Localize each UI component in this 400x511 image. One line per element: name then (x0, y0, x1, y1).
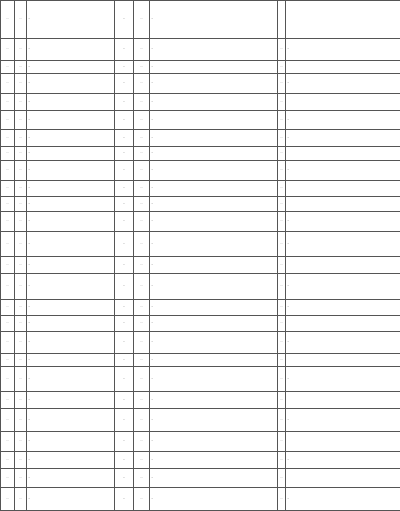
issue-description: ... (27, 300, 115, 316)
status-marker: ... (278, 181, 286, 197)
status-marker: ... (278, 274, 286, 300)
issue-description: ... (27, 354, 115, 367)
status-marker: ... (278, 469, 286, 488)
department: ... (115, 469, 134, 488)
category: ... (134, 232, 150, 257)
status-marker: ... (278, 432, 286, 452)
case-id: ... (15, 130, 27, 147)
case-id: ... (15, 257, 27, 274)
response-text: ... (150, 332, 278, 354)
case-id: ... (15, 111, 27, 130)
department: ... (115, 392, 134, 409)
response-text: ... (150, 469, 278, 488)
remarks (286, 147, 400, 161)
department: ... (115, 432, 134, 452)
issue-description: ... (27, 274, 115, 300)
case-id: ... (15, 197, 27, 212)
issue-description: ... (27, 332, 115, 354)
remarks (286, 469, 400, 488)
remarks: ... (286, 212, 400, 232)
remarks: ... (286, 232, 400, 257)
response-text: ... (150, 197, 278, 212)
remarks: ... (286, 488, 400, 511)
issue-description: ... (27, 61, 115, 74)
department: ... (115, 94, 134, 111)
category: ... (134, 354, 150, 367)
row-number: ... (1, 488, 15, 511)
remarks: ... (286, 161, 400, 181)
row-number: ... (1, 300, 15, 316)
remarks (286, 392, 400, 409)
department: ... (115, 61, 134, 74)
status-marker: ... (278, 147, 286, 161)
category: ... (134, 316, 150, 332)
table-row (1, 392, 400, 409)
category: ... (134, 94, 150, 111)
response-text: ... (150, 452, 278, 469)
case-id: ... (15, 354, 27, 367)
response-text: ... (150, 232, 278, 257)
table-row (1, 197, 400, 212)
status-marker: ... (278, 354, 286, 367)
category: ... (134, 488, 150, 511)
table-row (1, 367, 400, 392)
category: ... (134, 181, 150, 197)
row-number: ... (1, 212, 15, 232)
issue-description: ... (27, 212, 115, 232)
response-text: ... (150, 1, 278, 39)
row-number: ... (1, 452, 15, 469)
case-id: ... (15, 332, 27, 354)
department: ... (115, 212, 134, 232)
response-text: ... (150, 392, 278, 409)
category: ... (134, 392, 150, 409)
case-id: ... (15, 181, 27, 197)
row-number: ... (1, 354, 15, 367)
department: ... (115, 488, 134, 511)
case-id: ... (15, 409, 27, 432)
department: ... (115, 39, 134, 61)
case-id: ... (15, 74, 27, 94)
issue-description: ... (27, 316, 115, 332)
row-number: ... (1, 1, 15, 39)
category: ... (134, 61, 150, 74)
status-marker: ... (278, 392, 286, 409)
department: ... (115, 257, 134, 274)
status-marker: ... (278, 39, 286, 61)
department: ... (115, 181, 134, 197)
status-marker: ... (278, 367, 286, 392)
table-row (1, 130, 400, 147)
response-text: ... (150, 111, 278, 130)
category: ... (134, 74, 150, 94)
remarks: ... (286, 332, 400, 354)
response-text: ... (150, 367, 278, 392)
table-row (1, 1, 400, 39)
status-marker: ... (278, 130, 286, 147)
status-marker: ... (278, 161, 286, 181)
response-text: ... (150, 274, 278, 300)
status-marker: ... (278, 111, 286, 130)
remarks (286, 316, 400, 332)
remarks: ... (286, 111, 400, 130)
table-row (1, 452, 400, 469)
response-text: ... (150, 488, 278, 511)
department: ... (115, 197, 134, 212)
status-marker: ... (278, 74, 286, 94)
status-marker: ... (278, 316, 286, 332)
remarks (286, 354, 400, 367)
case-id: ... (15, 452, 27, 469)
department: ... (115, 161, 134, 181)
remarks: ... (286, 452, 400, 469)
category: ... (134, 409, 150, 432)
issue-description: ... (27, 111, 115, 130)
case-id: ... (15, 488, 27, 511)
table-row (1, 409, 400, 432)
response-text: ... (150, 181, 278, 197)
case-id: ... (15, 316, 27, 332)
case-id: ... (15, 432, 27, 452)
category: ... (134, 452, 150, 469)
category: ... (134, 39, 150, 61)
issue-description: ... (27, 432, 115, 452)
department: ... (115, 300, 134, 316)
category: ... (134, 161, 150, 181)
status-marker (278, 1, 286, 39)
response-text: ... (150, 39, 278, 61)
issue-description: ... (27, 94, 115, 111)
department: ... (115, 147, 134, 161)
department: ... (115, 367, 134, 392)
issue-description: ... (27, 409, 115, 432)
remarks: ... (286, 367, 400, 392)
remarks: ... (286, 409, 400, 432)
status-marker: ... (278, 409, 286, 432)
status-marker: ... (278, 94, 286, 111)
row-number: ... (1, 161, 15, 181)
case-id: ... (15, 61, 27, 74)
category: ... (134, 469, 150, 488)
table-row (1, 432, 400, 452)
remarks (286, 94, 400, 111)
status-marker: ... (278, 488, 286, 511)
category: ... (134, 274, 150, 300)
case-id: ... (15, 274, 27, 300)
remarks (286, 432, 400, 452)
row-number: ... (1, 74, 15, 94)
status-marker: ... (278, 197, 286, 212)
table-row (1, 94, 400, 111)
department: ... (115, 274, 134, 300)
category: ... (134, 432, 150, 452)
row-number: ... (1, 111, 15, 130)
response-text: ... (150, 94, 278, 111)
remarks (286, 1, 400, 39)
status-marker: ... (278, 452, 286, 469)
issue-description: ... (27, 161, 115, 181)
table-row (1, 61, 400, 74)
remarks: ... (286, 130, 400, 147)
table-row (1, 161, 400, 181)
status-marker: ... (278, 332, 286, 354)
department: ... (115, 316, 134, 332)
issue-description: ... (27, 181, 115, 197)
status-marker: ... (278, 257, 286, 274)
department: ... (115, 232, 134, 257)
row-number: ... (1, 469, 15, 488)
department: ... (115, 452, 134, 469)
row-number: ... (1, 316, 15, 332)
issue-description: ... (27, 130, 115, 147)
response-text: ... (150, 316, 278, 332)
department: ... (115, 332, 134, 354)
department: ... (115, 130, 134, 147)
issue-description: ... (27, 367, 115, 392)
issue-description: ... (27, 147, 115, 161)
category: ... (134, 1, 150, 39)
row-number: ... (1, 94, 15, 111)
case-id: ... (15, 232, 27, 257)
row-number: ... (1, 39, 15, 61)
table-row (1, 274, 400, 300)
table-row (1, 316, 400, 332)
status-marker: ... (278, 61, 286, 74)
table-row (1, 181, 400, 197)
category: ... (134, 300, 150, 316)
case-id: ... (15, 39, 27, 61)
category: ... (134, 197, 150, 212)
table-row (1, 300, 400, 316)
table-row (1, 111, 400, 130)
issue-description: ... (27, 1, 115, 39)
response-text: ... (150, 409, 278, 432)
records-table-body (1, 1, 400, 511)
remarks: ... (286, 300, 400, 316)
response-text: ... (150, 61, 278, 74)
table-row (1, 257, 400, 274)
issue-description: ... (27, 39, 115, 61)
case-id: ... (15, 392, 27, 409)
remarks: ... (286, 274, 400, 300)
table-row (1, 147, 400, 161)
row-number: ... (1, 257, 15, 274)
case-id: ... (15, 469, 27, 488)
row-number: ... (1, 61, 15, 74)
row-number: ... (1, 181, 15, 197)
row-number: ... (1, 392, 15, 409)
status-marker: ... (278, 232, 286, 257)
issue-description: ... (27, 392, 115, 409)
row-number: ... (1, 130, 15, 147)
issue-description: ... (27, 232, 115, 257)
department: ... (115, 1, 134, 39)
department: ... (115, 354, 134, 367)
response-text: ... (150, 300, 278, 316)
remarks (286, 257, 400, 274)
table-row (1, 232, 400, 257)
table-row (1, 39, 400, 61)
case-id: ... (15, 300, 27, 316)
category: ... (134, 332, 150, 354)
row-number: ... (1, 432, 15, 452)
issue-description: ... (27, 74, 115, 94)
row-number: ... (1, 367, 15, 392)
row-number: ... (1, 197, 15, 212)
remarks: ... (286, 74, 400, 94)
remarks: ... (286, 39, 400, 61)
row-number: ... (1, 147, 15, 161)
response-text: ... (150, 432, 278, 452)
issue-description: ... (27, 488, 115, 511)
response-text: ... (150, 74, 278, 94)
status-marker: ... (278, 212, 286, 232)
category: ... (134, 147, 150, 161)
department: ... (115, 74, 134, 94)
table-row (1, 354, 400, 367)
table-row (1, 74, 400, 94)
case-id: ... (15, 1, 27, 39)
category: ... (134, 111, 150, 130)
category: ... (134, 257, 150, 274)
category: ... (134, 212, 150, 232)
response-text: ... (150, 212, 278, 232)
table-row (1, 488, 400, 511)
table-row (1, 469, 400, 488)
row-number: ... (1, 409, 15, 432)
table-row (1, 332, 400, 354)
row-number: ... (1, 232, 15, 257)
response-text: ... (150, 161, 278, 181)
remarks (286, 61, 400, 74)
case-id: ... (15, 161, 27, 181)
issue-description: ... (27, 452, 115, 469)
issue-description: ... (27, 197, 115, 212)
issue-description: ... (27, 469, 115, 488)
department: ... (115, 111, 134, 130)
row-number: ... (1, 274, 15, 300)
category: ... (134, 367, 150, 392)
table-row (1, 212, 400, 232)
response-text: ... (150, 257, 278, 274)
remarks (286, 181, 400, 197)
row-number: ... (1, 332, 15, 354)
issue-description: ... (27, 257, 115, 274)
case-id: ... (15, 94, 27, 111)
response-text: ... (150, 130, 278, 147)
department: ... (115, 409, 134, 432)
case-id: ... (15, 367, 27, 392)
remarks (286, 197, 400, 212)
case-id: ... (15, 147, 27, 161)
category: ... (134, 130, 150, 147)
status-marker: ... (278, 300, 286, 316)
response-text: ... (150, 147, 278, 161)
case-id: ... (15, 212, 27, 232)
response-text: ... (150, 354, 278, 367)
